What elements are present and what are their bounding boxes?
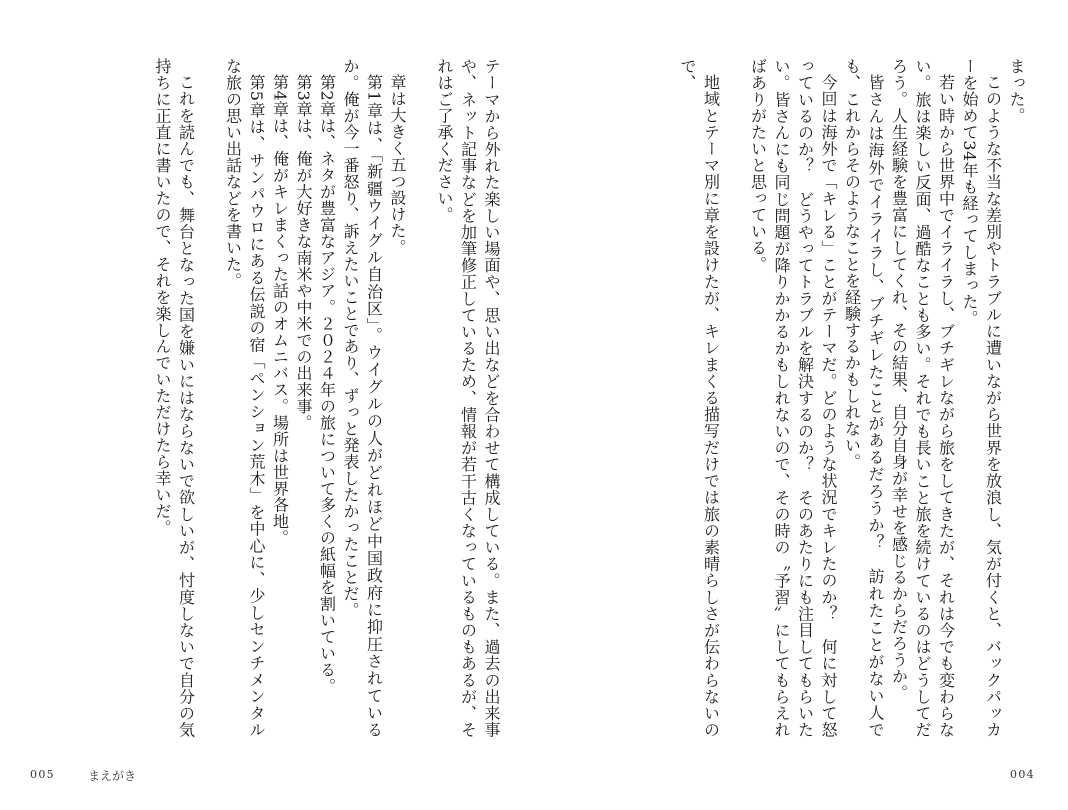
right-page-body [568,58,1028,738]
paragraph: このような不当な差別やトラブルに遭いながら世界を放浪し、気が付くと、バックパッカーを始めて34年も経ってしまった。 [960,58,1003,738]
paragraph: テーマから外れた楽しい場面や、思い出などを合わせて構成している。また、過去の出来事や、ネット記事などを加筆修正しているため、情報が若干古くなっているものもあるが、それはご了承ください。 [435,58,501,738]
paragraph: これを読んでも、舞台となった国を嫌いにはならないで欲しいが、忖度しないで自分の気持ちに正直に書いたので、それを楽しんでいただけたら幸いだ。 [153,58,196,738]
right-page [534,0,1068,810]
left-page-body [58,58,503,738]
paragraph: まった。 [1007,58,1026,124]
paragraph: 地域とテーマ別に章を設けたが、キレまくる描写だけでは旅の素晴らしさが伝わらないので、 [678,58,721,738]
paragraph: 第1章は、「新疆ウイグル自治区」。ウイグルの人がどれほど中国政府に抑圧されているか。俺が今一番怒り、訴えたいことであり、ずっと発表したかったことだ。 [341,58,384,738]
running-head: まえがき [88,769,137,783]
paragraph: 第3章は、俺が大好きな南米や中米での出来事。 [294,74,313,431]
paragraph: 章は大きく五つ設けた。 [388,74,407,256]
page-number-right: 004 [1010,768,1035,781]
blank-line [723,58,747,738]
blank-line [198,58,222,738]
paragraph: 若い時から世界中でイライラし、ブチギレながら旅をしてきたが、それは今でも変わらない。旅は楽しい反面、過酷なことも多い。それでも長いこと旅を続けているのはどうしてだろう。人生経験を豊富にしてくれ、その結果、自分自身が幸せを感じるからだろうか。 [889,58,956,738]
paragraph: 第2章は、ネタが豊富なアジア。２０２４年の旅について多くの紙幅を割いている。 [317,74,337,695]
paragraph: 第4章は、俺がキレまくった話のオムニバス。場所は世界各地。 [270,74,290,547]
page-number-left: 005 [30,768,55,781]
paragraph: 今回は海外で「キレる」ことがテーマだ。どのような状況でキレたのか？ 何に対して怒っているのか？ どうやってトラブルを解決するのか？ そのあたりにも注目してもらいたい。皆さんにも同じ問題が降りかかるかもしれないので、その時の〝予習〟にしてもらえればありがたいと思っている。 [748,58,838,738]
paragraph: 第5章は、サンパウロにある伝説の宿「ペンション荒木」を中心に、少しセンチメンタルな旅の思い出話などを書いた。 [223,58,266,738]
paragraph: 皆さんは海外でイライラし、ブチギレたことがあるだろうか？ 訪れたことがない人でも、これからそのようなことを経験するかもしれない。 [842,58,885,738]
blank-line [409,58,433,738]
